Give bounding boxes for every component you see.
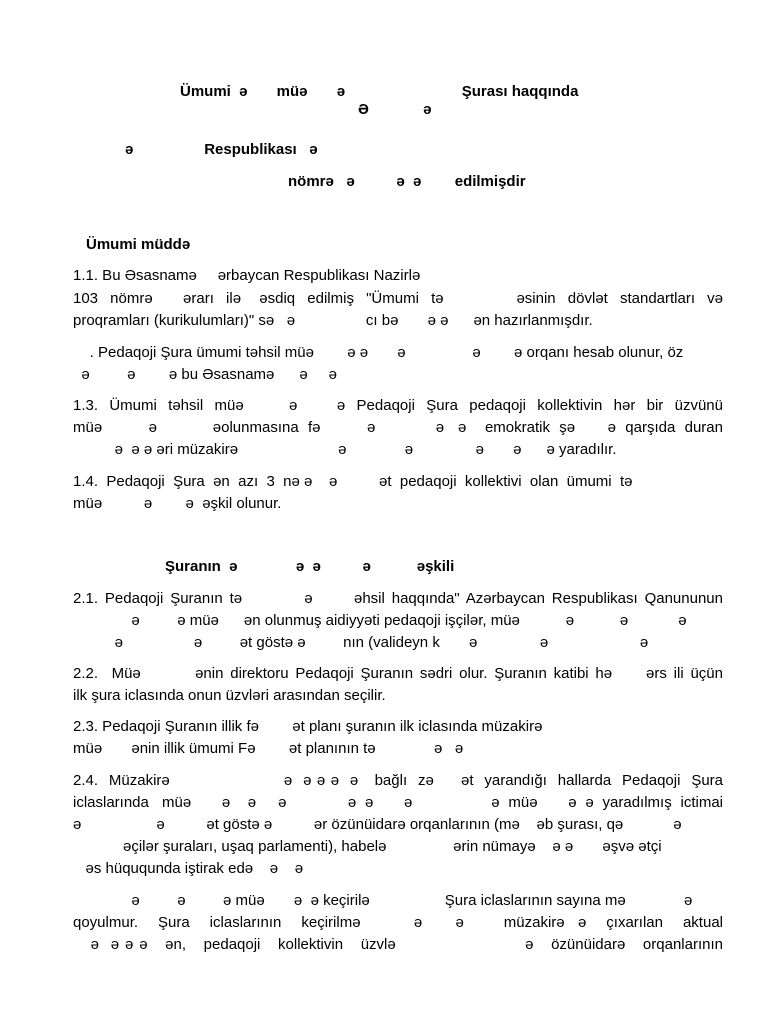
paragraph-1-1-line-1: 1.1. Bu Əsasnamə ərbaycan Respublikası Nazirlə	[73, 267, 421, 284]
paragraph-2-4-line-5: əs hüququnda iştirak edə ə ə	[73, 860, 304, 877]
paragraph-1-4-line-2: müə ə ə əşkil olunur.	[73, 495, 282, 512]
document-title-line-1: Ümumi ə müə ə Şurası haqqında	[180, 83, 579, 100]
section-2-heading: Şuranın ə ə ə ə əşkili	[165, 558, 455, 575]
paragraph-1-3-line-3: ə ə ə əri müzakirə ə ə ə ə ə yaradılır.	[73, 441, 617, 458]
paragraph-1-3-line-1: 1.3. Ümumi təhsil müə ə ə Pedaqoji Şura pedaqoji kollektivin hər bir üzvünü	[73, 397, 723, 414]
paragraph-1-1-line-3: proqramları (kurikulumları)" sə ə cı bə ə ə ən hazırlanmışdır.	[73, 312, 593, 329]
approval-line-2: nömrə ə ə ə edilmişdir	[288, 173, 526, 190]
document-title-line-2: Ə ə	[358, 101, 432, 118]
paragraph-2-5-line-3: ə ə ə ə ən, pedaqoji kollektivin üzvlə ə özünüidarə orqanlarının	[73, 936, 723, 953]
approval-line-1: ə Respublikası ə	[125, 141, 318, 158]
paragraph-2-2-line-1: 2.2. Müə ənin direktoru Pedaqoji Şuranın sədri olur. Şuranın katibi hə ərs ili üçün	[73, 665, 723, 682]
section-1-heading: Ümumi müddə	[86, 236, 191, 253]
paragraph-2-1-line-3: ə ə ət göstə ə nın (valideyn k ə ə ə	[73, 634, 649, 651]
paragraph-2-4-line-2: iclaslarında müə ə ə ə ə ə ə ə müə ə ə yaradılmış ictimai	[73, 794, 723, 811]
paragraph-1-2-line-1: . Pedaqoji Şura ümumi təhsil müə ə ə ə ə ə orqanı hesab olunur, öz	[73, 344, 684, 361]
paragraph-2-1-line-2: ə ə müə ən olunmuş aidiyyəti pedaqoji işçilər, müə ə ə ə	[73, 612, 687, 629]
paragraph-2-5-line-1: ə ə ə müə ə ə keçirilə Şura iclaslarının sayına mə ə	[73, 892, 693, 909]
paragraph-1-2-line-2: ə ə ə bu Əsasnamə ə ə	[73, 366, 337, 383]
paragraph-2-4-line-4: əçilər şuraları, uşaq parlamenti), habelə ərin nümayə ə ə əşvə ətçi	[73, 838, 662, 855]
paragraph-2-4-line-3: ə ə ət göstə ə ər özünüidarə orqanlarının (mə əb şurası, qə ə	[73, 816, 682, 833]
paragraph-1-4-line-1: 1.4. Pedaqoji Şura ən azı 3 nə ə ə ət pedaqoji kollektivi olan ümumi tə	[73, 473, 633, 490]
paragraph-2-2-line-2: ilk şura iclasında onun üzvləri arasından seçilir.	[73, 687, 386, 704]
paragraph-2-3-line-1: 2.3. Pedaqoji Şuranın illik fə ət planı şuranın ilk iclasında müzakirə	[73, 718, 543, 735]
paragraph-2-3-line-2: müə ənin illik ümumi Fə ət planının tə ə ə	[73, 740, 464, 757]
paragraph-1-1-line-2: 103 nömrə ərarı ilə əsdiq edilmiş "Ümumi tə əsinin dövlət standartları və	[73, 290, 723, 307]
paragraph-2-1-line-1: 2.1. Pedaqoji Şuranın tə ə əhsil haqqında" Azərbaycan Respublikası Qanununun	[73, 590, 723, 607]
paragraph-1-3-line-2: müə ə əolunmasına fə ə ə ə emokratik şə ə qarşıda duran	[73, 419, 723, 436]
paragraph-2-5-line-2: qoyulmur. Şura iclaslarının keçirilmə ə ə müzakirə ə çıxarılan aktual	[73, 914, 723, 931]
paragraph-2-4-line-1: 2.4. Müzakirə ə ə ə ə ə bağlı zə ət yarandığı hallarda Pedaqoji Şura	[73, 772, 723, 789]
